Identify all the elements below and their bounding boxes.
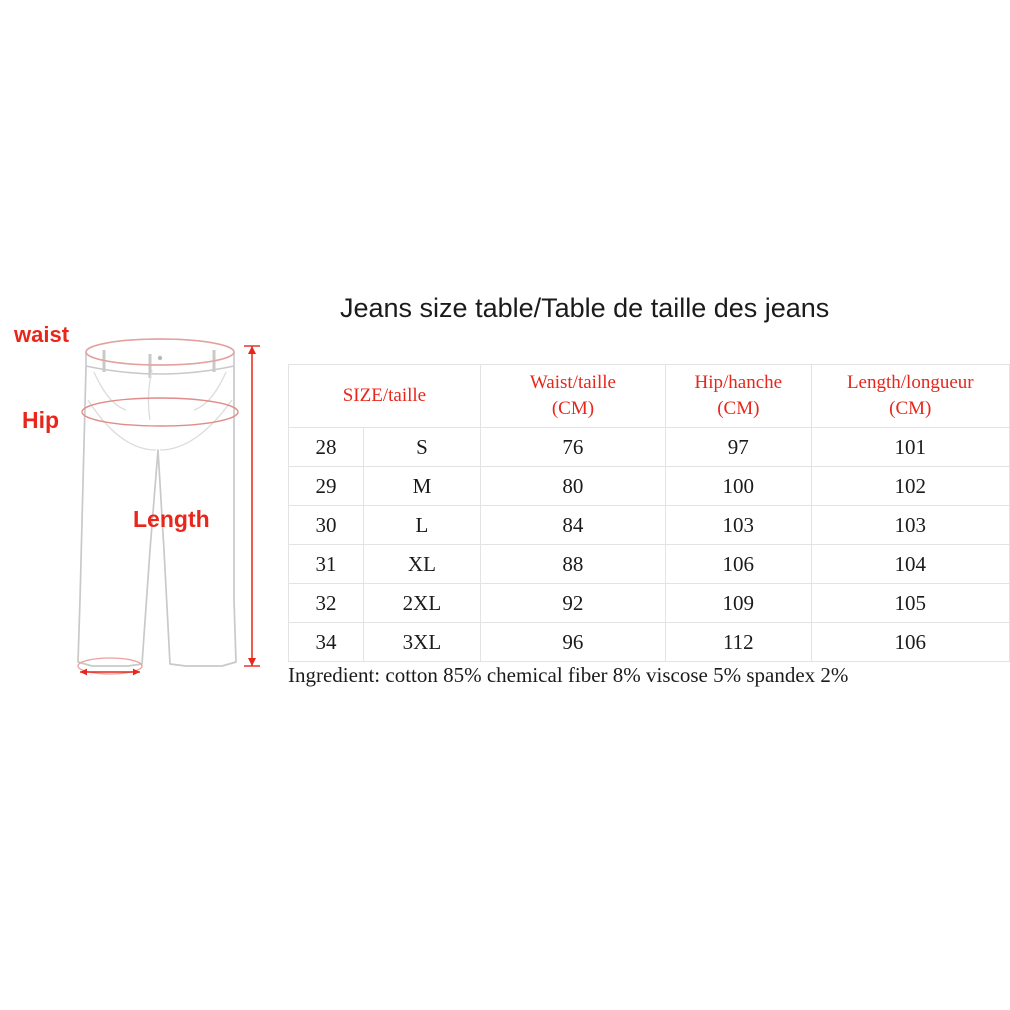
cell-size-number: 28 xyxy=(289,428,364,467)
ingredient-note: Ingredient: cotton 85% chemical fiber 8% viscose 5% spandex 2% xyxy=(288,663,849,687)
cell-hip: 109 xyxy=(666,584,812,623)
column-header-length xyxy=(811,365,1009,428)
cell-waist: 80 xyxy=(480,467,665,506)
table-row xyxy=(289,428,1010,467)
cell-size-number: 30 xyxy=(289,506,364,545)
diagram-label-hip: Hip xyxy=(22,407,60,433)
cell-waist: 84 xyxy=(480,506,665,545)
cell-size-number: 29 xyxy=(289,467,364,506)
column-header-hip-unit: (CM) xyxy=(717,398,760,419)
cell-waist: 76 xyxy=(480,428,665,467)
jeans-outline-icon xyxy=(0,300,290,700)
table-row xyxy=(289,584,1010,623)
cell-size-alpha: M xyxy=(364,467,481,506)
table-row xyxy=(289,545,1010,584)
table-row xyxy=(289,467,1010,506)
cell-size-alpha: L xyxy=(364,506,481,545)
cell-hip: 103 xyxy=(666,506,812,545)
column-header-hip xyxy=(666,365,812,428)
cell-size-alpha: S xyxy=(364,428,481,467)
cell-length: 105 xyxy=(811,584,1009,623)
column-header-waist-unit: (CM) xyxy=(551,398,595,419)
cell-size-alpha: 3XL xyxy=(364,623,481,662)
diagram-label-waist: waist xyxy=(14,322,70,347)
column-header-size: SIZE/taille xyxy=(289,365,481,428)
column-header-waist-label: Waist/taille xyxy=(529,372,616,394)
cell-size-number: 32 xyxy=(289,584,364,623)
jeans-measurement-diagram xyxy=(0,300,290,700)
cell-length: 106 xyxy=(811,623,1009,662)
cell-length: 104 xyxy=(811,545,1009,584)
cell-waist: 96 xyxy=(480,623,665,662)
cell-hip: 97 xyxy=(666,428,812,467)
cell-size-number: 31 xyxy=(289,545,364,584)
cell-size-number: 34 xyxy=(289,623,364,662)
cell-waist: 88 xyxy=(480,545,665,584)
page-title: Jeans size table/Table de taille des jeans xyxy=(340,293,830,323)
cell-size-alpha: XL xyxy=(364,545,481,584)
cell-length: 102 xyxy=(811,467,1009,506)
column-header-waist xyxy=(480,365,665,428)
cell-hip: 100 xyxy=(666,467,812,506)
diagram-label-length: Length xyxy=(133,506,210,532)
size-table-header xyxy=(289,365,1010,428)
table-header-row xyxy=(289,365,1010,428)
cell-hip: 112 xyxy=(666,623,812,662)
column-header-length-label: Length/longueur xyxy=(846,372,974,394)
size-table-body xyxy=(289,428,1010,662)
column-header-length-unit: (CM) xyxy=(889,398,932,419)
cell-waist: 92 xyxy=(480,584,665,623)
table-row xyxy=(289,506,1010,545)
cell-size-alpha: 2XL xyxy=(364,584,481,623)
table-row xyxy=(289,623,1010,662)
size-table-container xyxy=(288,364,1010,662)
cell-length: 101 xyxy=(811,428,1009,467)
cell-hip: 106 xyxy=(666,545,812,584)
column-header-hip-label: Hip/hanche xyxy=(694,372,783,394)
size-table xyxy=(288,364,1010,662)
cell-length: 103 xyxy=(811,506,1009,545)
